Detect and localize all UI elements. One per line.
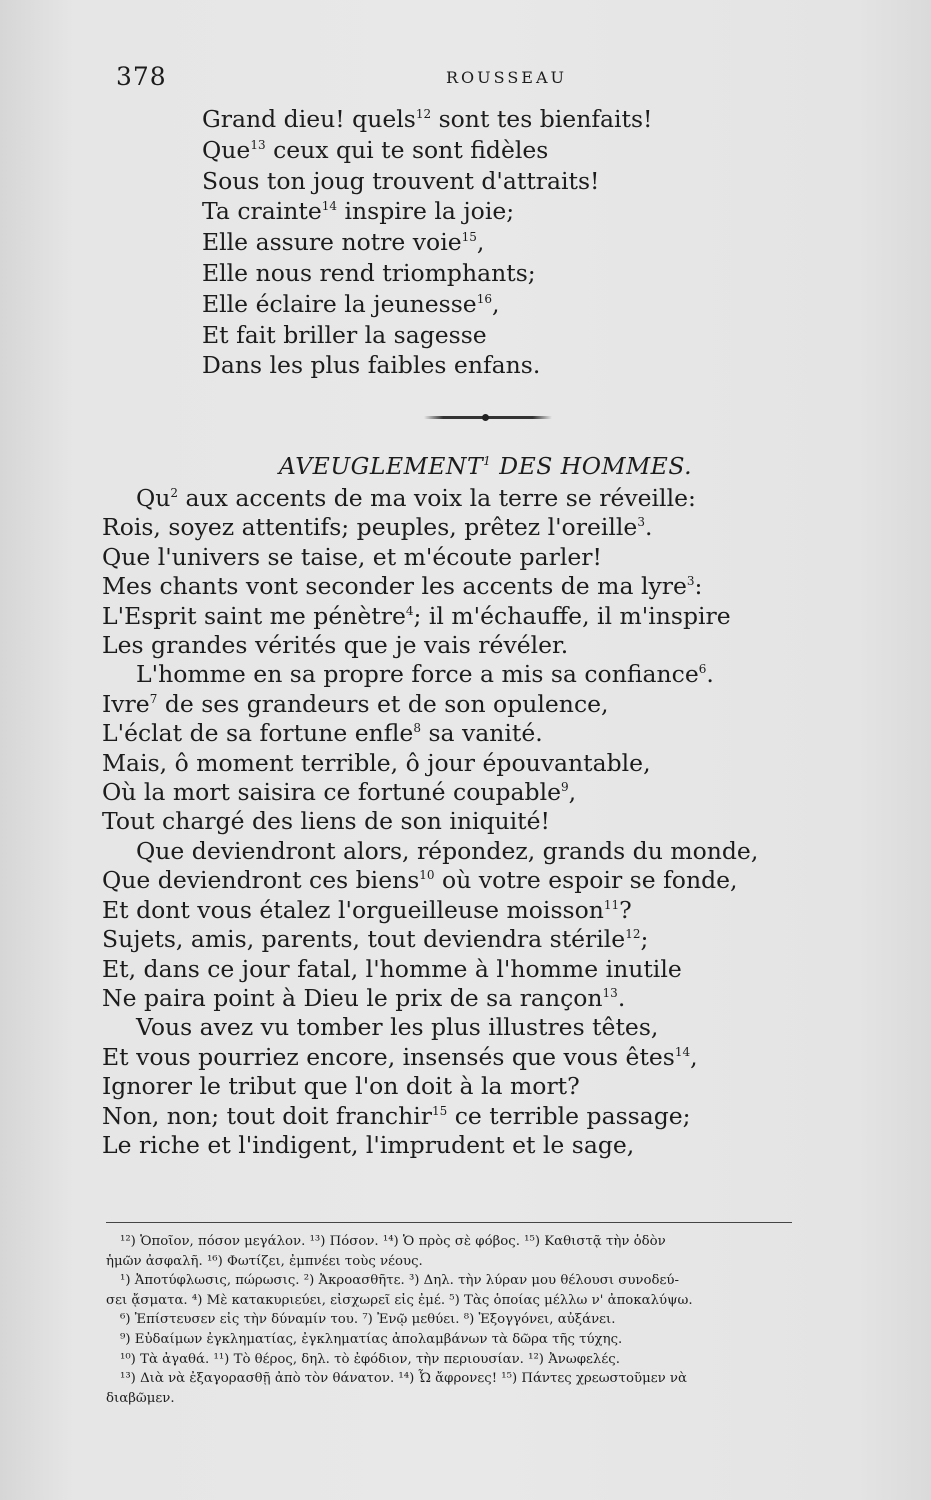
stanza-line-tail: , [491,289,500,318]
poem-line-text: Et dont vous étalez l'orgueilleuse moisson [102,895,604,924]
stanza-line-text: Et fait briller la sagesse [202,320,487,349]
stanza-line-text: Dans les plus faibles enfans. [202,351,541,380]
poem-line [102,1043,758,1072]
poem-line-tail: ce terrible passage; [447,1101,691,1130]
footnote-line: ἡμῶν ἀσφαλῆ. ¹⁶) Φωτίζει, ἐμπνέει τοὺς νέους. [106,1253,423,1269]
poem-line [102,1072,758,1101]
stanza-line [202,289,653,320]
footnote-rule [106,1222,792,1223]
poem-line-text: Qu [136,484,171,512]
poem-line-text: Et, dans ce jour fatal, l'homme à l'homme inutile [102,954,682,983]
poem-line-text: Vous avez vu tomber les plus illustres têtes, [136,1013,659,1042]
poem-line-text: Rois, soyez attentifs; peuples, prêtez l'oreille [102,513,638,542]
footnote-line: ¹⁰) Τὰ ἀγαθά. ¹¹) Τὸ θέρος, δηλ. τὸ ἐφόδιον, τὴν περιουσίαν. ¹²) Ἀνωφελές. [120,1351,620,1367]
poem-line [102,749,758,778]
poem-line-text: Ne paira point à Dieu le prix de sa rançon [102,983,603,1012]
stanza-line-text: Ta crainte [202,197,322,226]
poem-line [102,660,758,689]
poem-line-text: Sujets, amis, parents, tout deviendra stérile [102,925,626,954]
stanza-line [202,135,653,166]
poem-line [102,984,758,1013]
note-ref: 12 [415,107,432,121]
footnote-line: ¹³) Διὰ νὰ ἐξαγορασθῇ ἀπὸ τὸν θάνατον. ¹⁴) Ὦ ἄφρονες! ¹⁵) Πάντες χρεωστοῦμεν νὰ [120,1371,687,1387]
note-ref: 7 [149,691,158,706]
stanza-line-text: Elle nous rend triomphants; [202,258,536,287]
note-ref: 12 [625,927,641,942]
poem-line-tail: , [690,1042,698,1071]
note-ref: 14 [674,1044,691,1059]
poem-line [102,896,758,925]
poem-line [102,1131,758,1160]
stanza-line-tail: , [476,228,485,257]
stanza-line-text: Grand dieu! quels [202,105,416,133]
poem-line [102,513,758,542]
poem-line-tail: . [617,983,626,1012]
poem-line-text: L'homme en sa propre force a mis sa confiance [136,660,699,689]
stanza-line-tail: ceux qui te sont fidèles [265,135,549,164]
stanza-line-tail: sont tes bienfaits! [431,105,653,133]
poem-line [102,955,758,984]
poem-title-note-ref: 1 [483,454,492,468]
poem-line [102,807,758,836]
note-ref: 3 [686,574,695,589]
poem-line-tail: aux accents de ma voix la terre se réveille: [178,484,696,512]
note-ref: 16 [476,291,492,306]
poem-line-text: Où la mort saisira ce fortuné coupable [102,778,561,807]
poem-line [102,837,758,866]
poem-line-text: Que deviendront ces biens [102,866,420,895]
poem-line [102,543,758,572]
poem-line-text: Non, non; tout doit franchir [102,1101,432,1130]
footnote-line: ⁶) Ἐπίστευσεν εἰς τὴν δύναμίν του. ⁷) Ἐνῷ μεθύει. ⁸) Ἐξογγόνει, αὐξάνει. [120,1312,616,1328]
poem-line-tail: où votre espoir se fonde, [434,866,738,895]
stanza-line [202,166,653,197]
page-number: 378 [116,62,167,91]
note-ref: 3 [637,515,645,530]
stanza-line [202,320,653,351]
stanza-line [202,258,653,289]
poem-line [102,778,758,807]
poem-line-text: L'éclat de sa fortune enfle [102,719,414,748]
poem-title-text: AVEUGLEMENT [278,452,484,480]
poem-line-text: L'Esprit saint me pénètre [102,601,406,630]
poem-line [102,1102,758,1131]
poem-line-text: Ivre [102,689,150,718]
note-ref: 15 [461,230,477,245]
poem-line-text: Et vous pourriez encore, insensés que vous êtes [102,1042,675,1071]
poem-line-tail: ? [619,895,632,924]
poem-line [102,602,758,631]
poem-line [102,631,758,660]
poem-line-text: Que deviendront alors, répondez, grands du monde, [136,836,759,865]
note-ref: 2 [170,486,179,500]
note-ref: 15 [431,1103,448,1118]
stanza-line-text: Elle assure notre voie [202,228,462,257]
poem-line-tail: . [644,513,653,542]
poem-line [102,925,758,954]
footnote-line: διαβῶμεν. [106,1390,175,1406]
poem-line [102,690,758,719]
note-ref: 13 [250,137,266,152]
note-ref: 10 [419,868,435,883]
poem-line-text: Tout chargé des liens de son iniquité! [102,807,550,836]
poem-line-tail: sa vanité. [420,719,543,748]
poem-line [102,484,758,513]
poem-line-text: Les grandes vérités que je vais révéler. [102,631,569,660]
closing-stanza [202,104,653,381]
poem-line-tail: , [568,778,577,807]
note-ref: 9 [561,780,569,795]
poem-line-tail: . [706,660,714,689]
note-ref: 6 [698,662,707,677]
poem-line-tail: : [694,572,703,601]
stanza-line [202,350,653,381]
poem-line-text: Mes chants vont seconder les accents de ma lyre [102,572,687,601]
stanza-line [202,104,653,135]
poem-line-text: Que l'univers se taise, et m'écoute parler! [102,542,602,571]
note-ref: 8 [413,721,421,736]
poem-line [102,572,758,601]
note-ref: 13 [602,985,618,1000]
stanza-line [202,227,653,258]
section-divider [424,416,552,419]
page-header [116,62,851,96]
footnotes [106,1232,866,1408]
poem-line-text: Mais, ô moment terrible, ô jour épouvantable, [102,748,651,777]
poem-line-tail: de ses grandeurs et de son opulence, [157,689,609,718]
running-head: ROUSSEAU [446,68,568,87]
stanza-line [202,196,653,227]
stanza-line-tail: inspire la joie; [337,197,515,226]
footnote-line: ⁹) Εὐδαίμων ἐγκληματίας, ἐγκληματίας ἀπολαμβάνων τὰ δῶρα τῆς τύχης. [120,1331,623,1347]
note-ref: 14 [321,199,338,214]
poem-line [102,1013,758,1042]
footnote-line: ¹) Ἀποτύφλωσις, πώρωσις. ²) Ἀκροασθῆτε. ³) Δηλ. τὴν λύραν μου θέλουσι συνοδεύ- [120,1273,679,1289]
poem-line-text: Le riche et l'indigent, l'imprudent et le sage, [102,1130,635,1159]
note-ref: 4 [405,603,414,618]
poem-line [102,866,758,895]
poem-title [0,452,931,480]
poem-line-text: Ignorer le tribut que l'on doit à la mort? [102,1072,580,1101]
stanza-line-text: Que [202,135,251,164]
footnote-line: ¹²) Ὁποῖον, πόσον μεγάλον. ¹³) Πόσον. ¹⁴) Ὁ πρὸς σὲ φόβος. ¹⁵) Καθιστᾷ τὴν ὁδὸν [120,1234,666,1249]
poem-line [102,719,758,748]
stanza-line-text: Elle éclaire la jeunesse [202,289,477,318]
stanza-line-text: Sous ton joug trouvent d'attraits! [202,166,600,195]
note-ref: 11 [603,897,620,912]
poem-body [102,484,758,1160]
poem-line-tail: ; [640,925,649,954]
poem-title-tail: DES HOMMES. [491,452,693,480]
poem-line-tail: ; il m'échauffe, il m'inspire [413,601,731,630]
footnote-line: σει ᾄσματα. ⁴) Μὲ κατακυριεύει, εἰσχωρεῖ εἰς ἐμέ. ⁵) Τὰς ὁποίας μέλλω ν' ἀποκαλύψω. [106,1292,693,1308]
